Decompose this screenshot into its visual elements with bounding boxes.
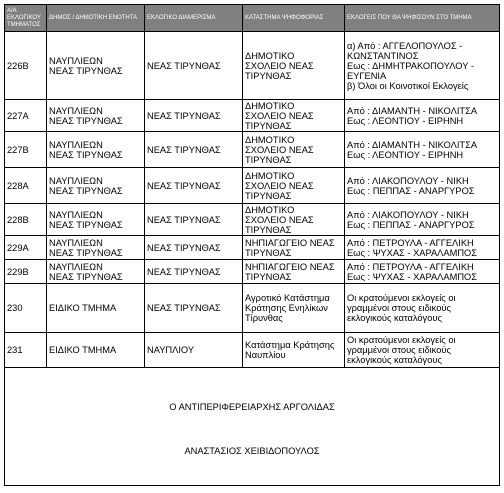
cell-municipality-line: ΝΑΥΠΛΙΕΩΝ xyxy=(49,55,103,66)
signature-row xyxy=(5,368,500,486)
header-section-number: Α/Α ΕΚΛΟΓΙΚΟΥ ΤΜΗΜΑΤΟΣ xyxy=(5,5,47,32)
table-header-row xyxy=(5,5,500,32)
cell-electoral-district xyxy=(145,168,243,204)
cell-voters-line: Από : ΔΙΑΜΑΝΤΗ - ΝΙΚΟΛΙΤΣΑ xyxy=(347,139,478,150)
cell-polling-station-line: ΝΗΠΙΑΓΩΓΕΙΟ ΝΕΑΣ xyxy=(245,261,335,272)
cell-voters-line: Εως : ΠΕΠΠΑΣ - ΑΝΑΡΓΥΡΟΣ xyxy=(347,219,475,230)
cell-voters-line: εκλογικούς καταλόγους xyxy=(347,313,442,323)
cell-electoral-district xyxy=(145,32,243,100)
table-row xyxy=(5,204,500,236)
table-row xyxy=(5,260,500,284)
cell-voters-line: Από : ΛΙΑΚΟΠΟΥΛΟΥ - ΝΙΚΗ xyxy=(347,209,469,220)
cell-municipality-line: ΝΕΑΣ ΤΙΡΥΝΘΑΣ xyxy=(49,271,123,282)
cell-voters-line: β) Όλοι οι Κοινοτικοί Εκλογείς xyxy=(347,80,469,91)
cell-voters xyxy=(345,132,500,168)
cell-polling-station-line: ΝΗΠΙΑΓΩΓΕΙΟ ΝΕΑΣ xyxy=(245,237,335,248)
cell-municipality xyxy=(47,284,145,333)
cell-polling-station-line: ΣΧΟΛΕΙΟ ΝΕΑΣ xyxy=(245,110,314,121)
cell-municipality-line: ΝΑΥΠΛΙΕΩΝ xyxy=(49,139,103,150)
cell-polling-station-line: ΤΙΡΥΝΘΑΣ xyxy=(245,120,292,131)
header-voters: ΕΚΛΟΓΕΙΣ ΠΟΥ ΘΑ ΨΗΦΙΣΟΥΝ ΣΤΟ ΤΜΗΜΑ xyxy=(345,5,500,32)
cell-voters-line: Εως : ΠΕΠΠΑΣ - ΑΝΑΡΓΥΡΟΣ xyxy=(347,185,475,196)
cell-section-number: 228Β xyxy=(5,204,47,236)
cell-polling-station-line: Κράτησης Ενηλίκων xyxy=(245,303,328,313)
cell-electoral-district-line: ΝΕΑΣ ΤΙΡΥΝΘΑΣ xyxy=(147,214,221,225)
cell-municipality xyxy=(47,236,145,260)
polling-stations-table xyxy=(4,4,500,486)
signatory-name: ΑΝΑΣΤΑΣΙΟΣ ΧΕΙΒΙΔΟΠΟΥΛΟΣ xyxy=(184,446,320,456)
table-body xyxy=(5,32,500,368)
cell-electoral-district xyxy=(145,204,243,236)
cell-electoral-district-line: ΝΕΑΣ ΤΙΡΥΝΘΑΣ xyxy=(147,303,221,313)
cell-voters-line: ΚΩΝΣΤΑΝΤΙΝΟΣ xyxy=(347,50,419,61)
cell-section-number: 229Β xyxy=(5,260,47,284)
cell-polling-station xyxy=(243,236,345,260)
cell-voters-line: εκλογικούς καταλόγους xyxy=(347,355,442,365)
cell-polling-station-line: ΔΗΜΟΤΙΚΟ xyxy=(245,204,295,215)
cell-polling-station xyxy=(243,100,345,132)
table-row xyxy=(5,132,500,168)
cell-voters-line: Οι κρατούμενοι εκλογείς οι xyxy=(347,293,456,303)
header-municipality: ΔΗΜΟΣ / ΔΗΜΟΤΙΚΗ ΕΝΟΤΗΤΑ xyxy=(47,5,145,32)
cell-municipality xyxy=(47,204,145,236)
cell-section-number: 227Α xyxy=(5,100,47,132)
cell-polling-station xyxy=(243,168,345,204)
cell-municipality-line: ΝΕΑΣ ΤΙΡΥΝΘΑΣ xyxy=(49,219,123,230)
cell-polling-station-line: Τίρυνθας xyxy=(245,313,283,323)
cell-voters xyxy=(345,32,500,100)
table-row xyxy=(5,100,500,132)
cell-municipality-line: ΝΑΥΠΛΙΕΩΝ xyxy=(49,105,103,116)
cell-voters-line: Εως : ΛΕΟΝΤΙΟΥ - ΕΙΡΗΝΗ xyxy=(347,149,464,160)
cell-polling-station-line: ΔΗΜΟΤΙΚΟ xyxy=(245,100,295,111)
cell-municipality-line: ΝΕΑΣ ΤΙΡΥΝΘΑΣ xyxy=(49,247,123,258)
cell-municipality-line: ΕΙΔΙΚΟ ΤΜΗΜΑ xyxy=(49,303,117,313)
cell-municipality-line: ΝΕΑΣ ΤΙΡΥΝΘΑΣ xyxy=(49,185,123,196)
cell-polling-station xyxy=(243,333,345,368)
cell-voters-line: Από : ΠΕΤΡΟΥΛΑ - ΑΓΓΕΛΙΚΗ xyxy=(347,261,474,272)
cell-municipality xyxy=(47,100,145,132)
cell-polling-station-line: ΣΧΟΛΕΙΟ ΝΕΑΣ xyxy=(245,144,314,155)
cell-municipality xyxy=(47,132,145,168)
cell-section-number: 230 xyxy=(5,284,47,333)
cell-municipality-line: ΝΑΥΠΛΙΕΩΝ xyxy=(49,261,103,272)
cell-municipality-line: ΕΙΔΙΚΟ ΤΜΗΜΑ xyxy=(49,345,117,355)
cell-electoral-district-line: ΝΑΥΠΛΙΟΥ xyxy=(147,345,195,355)
cell-polling-station-line: ΔΗΜΟΤΙΚΟ xyxy=(245,170,295,181)
cell-voters xyxy=(345,100,500,132)
cell-polling-station-line: ΣΧΟΛΕΙΟ ΝΕΑΣ xyxy=(245,60,314,71)
cell-polling-station xyxy=(243,32,345,100)
cell-section-number: 226Β xyxy=(5,32,47,100)
table-row xyxy=(5,236,500,260)
cell-polling-station-line: ΤΙΡΥΝΘΑΣ xyxy=(245,224,292,235)
cell-polling-station-line: ΔΗΜΟΤΙΚΟ xyxy=(245,134,295,145)
cell-municipality xyxy=(47,260,145,284)
header-polling-station: ΚΑΤΑΣΤΗΜΑ ΨΗΦΟΦΟΡΙΑΣ xyxy=(243,5,345,32)
cell-electoral-district-line: ΝΕΑΣ ΤΙΡΥΝΘΑΣ xyxy=(147,266,221,277)
cell-voters xyxy=(345,284,500,333)
cell-municipality xyxy=(47,168,145,204)
cell-municipality-line: ΝΑΥΠΛΙΕΩΝ xyxy=(49,175,103,186)
cell-polling-station-line: ΣΧΟΛΕΙΟ ΝΕΑΣ xyxy=(245,214,314,225)
table-row xyxy=(5,168,500,204)
cell-polling-station-line: ΤΙΡΥΝΘΑΣ xyxy=(245,247,292,258)
cell-municipality xyxy=(47,333,145,368)
cell-electoral-district-line: ΝΕΑΣ ΤΙΡΥΝΘΑΣ xyxy=(147,144,221,155)
cell-polling-station-line: ΤΙΡΥΝΘΑΣ xyxy=(245,154,292,165)
cell-electoral-district-line: ΝΕΑΣ ΤΙΡΥΝΘΑΣ xyxy=(147,242,221,253)
cell-electoral-district xyxy=(145,132,243,168)
cell-polling-station xyxy=(243,284,345,333)
table-row xyxy=(5,32,500,100)
cell-voters-line: α) Από : ΑΓΓΕΛΟΠΟΥΛΟΣ - xyxy=(347,40,463,51)
cell-polling-station-line: ΤΙΡΥΝΘΑΣ xyxy=(245,271,292,282)
cell-municipality-line: ΝΕΑΣ ΤΙΡΥΝΘΑΣ xyxy=(49,115,123,126)
cell-electoral-district xyxy=(145,100,243,132)
cell-voters-line: Εως : ΨΥΧΑΣ - ΧΑΡΑΛΑΜΠΟΣ xyxy=(347,247,478,258)
cell-municipality-line: ΝΕΑΣ ΤΙΡΥΝΘΑΣ xyxy=(49,65,123,76)
cell-electoral-district-line: ΝΕΑΣ ΤΙΡΥΝΘΑΣ xyxy=(147,180,221,191)
cell-electoral-district xyxy=(145,236,243,260)
signatory-title: Ο ΑΝΤΙΠΕΡΙΦΕΡΕΙΑΡΧΗΣ ΑΡΓΟΛΙΔΑΣ xyxy=(169,402,335,412)
cell-voters-line: Από : ΔΙΑΜΑΝΤΗ - ΝΙΚΟΛΙΤΣΑ xyxy=(347,105,478,116)
cell-polling-station-line: ΤΙΡΥΝΘΑΣ xyxy=(245,70,292,81)
cell-polling-station xyxy=(243,204,345,236)
cell-voters xyxy=(345,333,500,368)
cell-electoral-district-line: ΝΕΑΣ ΤΙΡΥΝΘΑΣ xyxy=(147,110,221,121)
cell-municipality-line: ΝΑΥΠΛΙΕΩΝ xyxy=(49,209,103,220)
cell-section-number: 228Α xyxy=(5,168,47,204)
cell-polling-station-line: Ναυπλίου xyxy=(245,350,286,360)
cell-voters xyxy=(345,260,500,284)
cell-polling-station xyxy=(243,132,345,168)
cell-municipality-line: ΝΑΥΠΛΙΕΩΝ xyxy=(49,237,103,248)
cell-voters-line: Από : ΛΙΑΚΟΠΟΥΛΟΥ - ΝΙΚΗ xyxy=(347,175,469,186)
cell-polling-station-line: ΤΙΡΥΝΘΑΣ xyxy=(245,190,292,201)
cell-voters-line: Από : ΠΕΤΡΟΥΛΑ - ΑΓΓΕΛΙΚΗ xyxy=(347,237,474,248)
cell-voters-line: γραμμένοι στους ειδικούς xyxy=(347,303,451,313)
cell-voters-line: γραμμένοι στους ειδικούς xyxy=(347,345,451,355)
cell-polling-station-line: ΣΧΟΛΕΙΟ ΝΕΑΣ xyxy=(245,180,314,191)
cell-voters-line: Εως : ΛΕΟΝΤΙΟΥ - ΕΙΡΗΝΗ xyxy=(347,115,464,126)
cell-voters xyxy=(345,236,500,260)
cell-electoral-district xyxy=(145,284,243,333)
cell-voters-line: Εως : ΔΗΜΗΤΡΑΚΟΠΟΥΛΟΥ - xyxy=(347,60,474,71)
cell-voters-line: Οι κρατούμενοι εκλογείς οι xyxy=(347,335,456,345)
cell-polling-station-line: ΔΗΜΟΤΙΚΟ xyxy=(245,50,295,61)
cell-voters xyxy=(345,168,500,204)
cell-section-number: 227Β xyxy=(5,132,47,168)
cell-polling-station-line: Αγροτικό Κατάστημα xyxy=(245,293,330,303)
cell-electoral-district xyxy=(145,260,243,284)
table-row xyxy=(5,284,500,333)
cell-section-number: 231 xyxy=(5,333,47,368)
signature-cell xyxy=(5,368,500,486)
cell-municipality-line: ΝΕΑΣ ΤΙΡΥΝΘΑΣ xyxy=(49,149,123,160)
cell-electoral-district-line: ΝΕΑΣ ΤΙΡΥΝΘΑΣ xyxy=(147,60,221,71)
cell-voters-line: ΕΥΓΕΝΙΑ xyxy=(347,70,387,81)
table-row xyxy=(5,333,500,368)
cell-municipality xyxy=(47,32,145,100)
cell-polling-station-line: Κατάστημα Κράτησης xyxy=(245,340,335,350)
cell-voters xyxy=(345,204,500,236)
cell-voters-line: Εως : ΨΥΧΑΣ - ΧΑΡΑΛΑΜΠΟΣ xyxy=(347,271,478,282)
cell-electoral-district xyxy=(145,333,243,368)
header-electoral-district: ΕΚΛΟΓΙΚΟ ΔΙΑΜΕΡΙΣΜΑ xyxy=(145,5,243,32)
cell-polling-station xyxy=(243,260,345,284)
cell-section-number: 229Α xyxy=(5,236,47,260)
